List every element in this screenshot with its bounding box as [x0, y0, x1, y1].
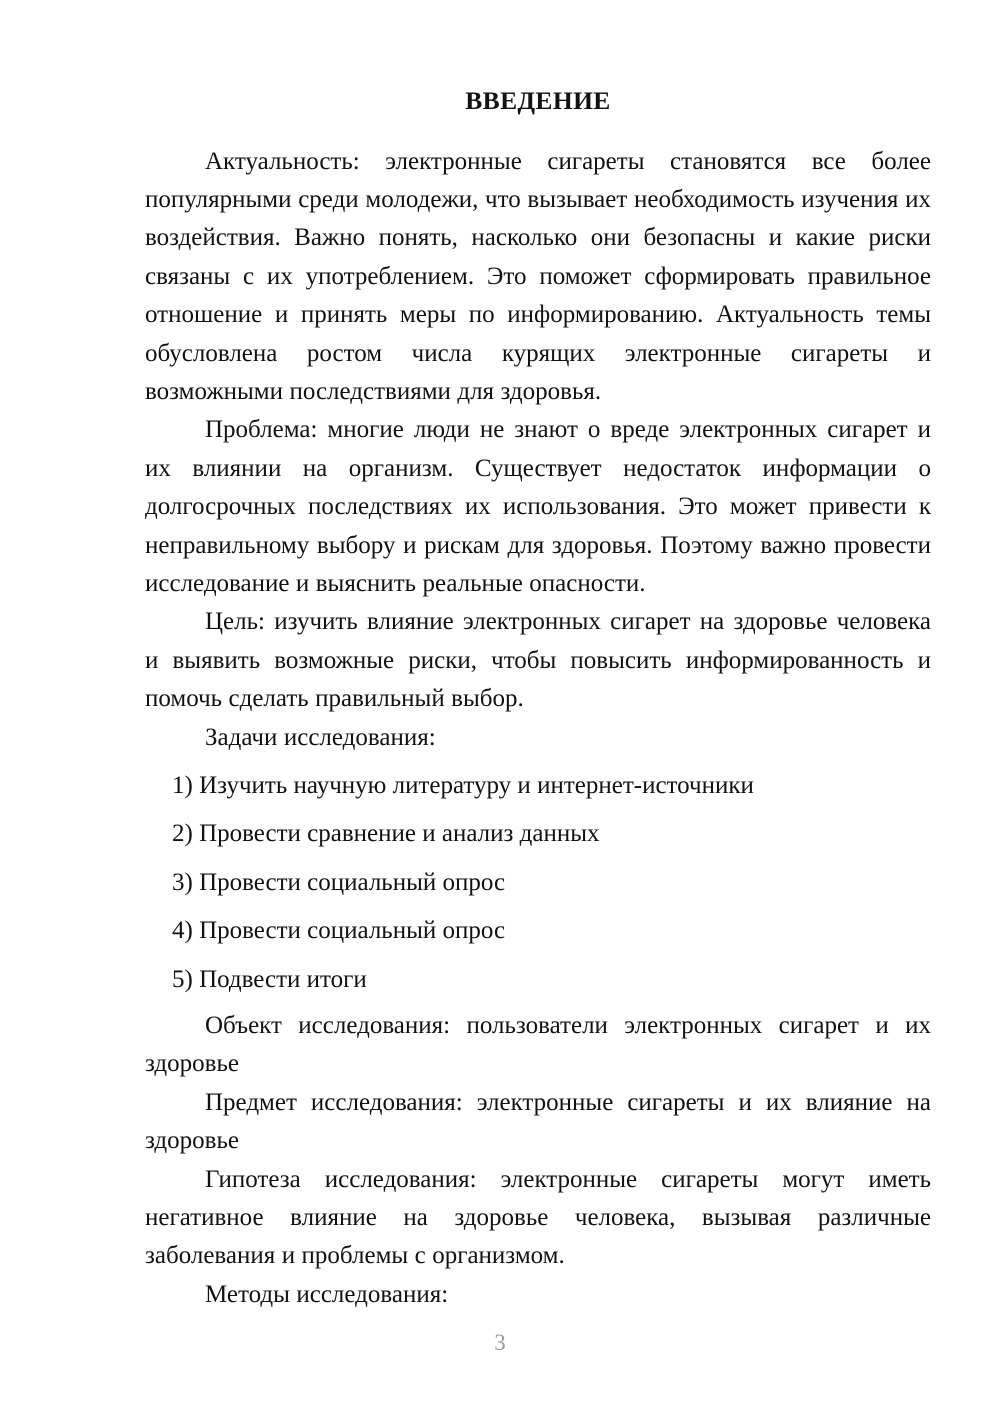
list-item: 1) Изучить научную литературу и интернет-источники: [172, 772, 754, 799]
list-item: 4) Провести социальный опрос: [172, 917, 506, 945]
list-item: 3) Провести социальный опрос: [172, 868, 506, 896]
paragraph-relevance: Актуальность: электронные сигареты становятся все более популярными среди молодежи, что вызывает необходимость изучения их воздействия. Важно понять, насколько они безопасны и какие риски связаны с их употреблением. Это поможет сформировать правильное отношение и принять меры по информированию. Актуальность темы обусловлена ростом числа курящих электронные сигареты и возможными последствиями для здоровья.: [145, 147, 931, 405]
list-item: 2) Провести сравнение и анализ данных: [172, 820, 600, 848]
paragraph-problem: Проблема: многие люди не знают о вреде электронных сигарет и их влиянии на организм. Существует недостаток информации о долгосрочных последствиях их использования. Это может привести к неправильному выбору и рискам для здоровья. Поэтому важно провести исследование и выяснить реальные опасности.: [145, 416, 931, 597]
page-number: 3: [494, 1330, 506, 1355]
paragraph-methods: Методы исследования:: [205, 1280, 449, 1308]
tasks-list: [145, 767, 931, 999]
tasks-label: Задачи исследования:: [205, 723, 436, 751]
paragraph-subject: Предмет исследования: электронные сигареты и их влияние на здоровье: [145, 1088, 931, 1155]
paragraph-goal: Цель: изучить влияние электронных сигарет на здоровье человека и выявить возможные риски, чтобы повысить информированность и помочь сделать правильный выбор.: [145, 608, 931, 713]
page-title: ВВЕДЕНИЕ: [465, 86, 611, 115]
list-item: 5) Подвести итоги: [172, 965, 367, 993]
paragraph-object: Объект исследования: пользователи электронных сигарет и их здоровье: [145, 1012, 931, 1078]
page-content: [145, 88, 931, 1314]
paragraph-hypothesis: Гипотеза исследования: электронные сигареты могут иметь негативное влияние на здоровье человека, вызывая различные заболевания и проблемы с организмом.: [145, 1165, 931, 1270]
